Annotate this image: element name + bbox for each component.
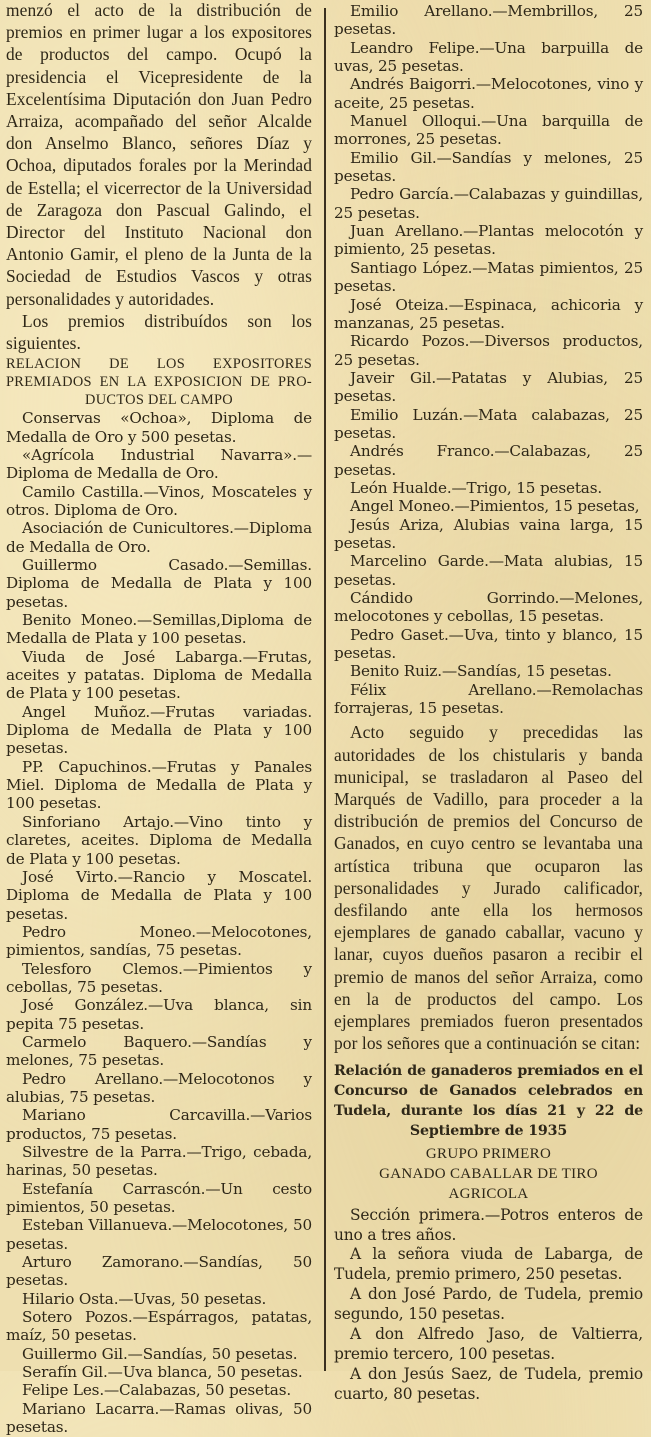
- intro-paragraph: menzó el acto de la distribución de premios en primer lugar a los expositores de productos del campo. Ocupó la presidencia el Vicepresidente de la Excelentísima Diputación don Juan Pedro Arraiza, acompañado del señor Alcalde don Anselmo Blanco, señores Díaz y Ochoa, diputados forales por la Merindad de Estella; el vicerrector de la Universidad de Zaragoza don Pascual Galindo, el Director del Instituto Nacional don Antonio Gamir, el pleno de la Junta de la Sociedad de Estudios Vascos y otras personalidades y autoridades.: [6, 0, 312, 309]
- list-entry: José Virto.—Rancio y Moscatel. Diploma de Medalla de Plata y 100 pesetas.: [6, 867, 312, 923]
- list-entry: José Oteiza.—Espinaca, achicoria y manzanas, 25 pesetas.: [334, 295, 643, 332]
- list-entry: Mariano Lacarra.—Ramas olivas, 50 pesetas.: [6, 1399, 312, 1437]
- list-entry: Sotero Pozos.—Espárragos, patatas, maíz, 50 pesetas.: [6, 1308, 312, 1345]
- section-heading-line: RELACION DE LOS EXPOSITORES PREMIADOS EN LA EXPOSICION DE PRO-: [6, 356, 312, 391]
- left-column: [6, 0, 312, 1437]
- section-description: Sección primera.—Potros enteros de uno a tres años.: [334, 1205, 643, 1244]
- list-entry: Marcelino Garde.—Mata alubias, 15 pesetas.: [334, 552, 643, 589]
- list-entry: Andrés Franco.—Calabazas, 25 pesetas.: [334, 442, 643, 479]
- list-entry: Pedro Gaset.—Uva, tinto y blanco, 15 pesetas.: [334, 625, 643, 663]
- list-entry: A don Alfredo Jaso, de Valtierra, premio tercero, 100 pesetas.: [334, 1325, 643, 1363]
- list-entry: Estefanía Carrascón.—Un cesto pimientos, 50 pesetas.: [6, 1179, 312, 1217]
- list-entry: Manuel Olloqui.—Una barquilla de morrones, 25 pesetas.: [334, 112, 643, 149]
- list-entry: Angel Muñoz.—Frutas variadas. Diploma de Medalla de Plata y 100 pesetas.: [6, 702, 312, 758]
- section-heading-line: DUCTOS DEL CAMPO: [85, 392, 233, 409]
- list-entry: A don José Pardo, de Tudela, premio segundo, 150 pesetas.: [334, 1285, 643, 1324]
- list-entry: Pedro García.—Calabazas y guindillas, 25 pesetas.: [334, 185, 643, 222]
- list-entry: Félix Arellano.—Remolachas forrajeras, 15 pesetas.: [334, 680, 643, 718]
- list-entry: Juan Arellano.—Plantas melocotón y pimiento, 25 pesetas.: [334, 222, 643, 259]
- livestock-heading-line: Relación de ganaderos premiados en el Concurso de Ganados celebrados en Tudela, durante los días 21 y 22 de: [334, 1063, 643, 1120]
- list-entry: Camilo Castilla.—Vinos, Moscateles y otros. Diploma de Oro.: [6, 482, 312, 519]
- list-entry: José González.—Uva blanca, sin pepita 75 pesetas.: [6, 996, 312, 1033]
- list-entry: PP. Capuchinos.—Frutas y Panales Miel. Diploma de Medalla de Plata y 100 pesetas.: [6, 757, 312, 813]
- list-entry: Telesforo Clemos.—Pimientos y cebollas, 75 pesetas.: [6, 959, 312, 996]
- list-entry: Cándido Gorrindo.—Melones, melocotones y cebollas, 15 pesetas.: [334, 589, 643, 626]
- list-entry: Javeir Gil.—Patatas y Alubias, 25 pesetas.: [334, 368, 643, 406]
- list-entry: Esteban Villanueva.—Melocotones, 50 pesetas.: [6, 1216, 312, 1253]
- list-entry: A don Jesús Saez, de Tudela, premio cuarto, 80 pesetas.: [334, 1364, 643, 1403]
- column-rule: [324, 8, 326, 1371]
- list-entry: Pedro Moneo.—Melocotones, pimientos, sandías, 75 pesetas.: [6, 922, 312, 960]
- list-entry: Guillermo Casado.—Semillas. Diploma de Medalla de Plata y 100 pesetas.: [6, 556, 312, 611]
- list-entry: Mariano Carcavilla.—Varios productos, 75 pesetas.: [6, 1106, 312, 1143]
- list-entry: Felipe Les.—Calabazas, 50 pesetas.: [22, 1381, 292, 1400]
- list-entry: A la señora viuda de Labarga, de Tudela, premio primero, 250 pesetas.: [334, 1245, 643, 1284]
- group-title: GRUPO PRIMERO: [425, 1145, 552, 1162]
- livestock-heading-line: Septiembre de 1935: [409, 1122, 568, 1139]
- livestock-heading: [334, 1062, 643, 1141]
- list-entry: Andrés Baigorri.—Melocotones, vino y aceite, 25 pesetas.: [334, 75, 643, 112]
- list-entry: Santiago López.—Matas pimientos, 25 pesetas.: [334, 258, 643, 296]
- list-entry: Angel Moneo.—Pimientos, 15 pesetas,: [350, 497, 640, 516]
- list-entry: Carmelo Baquero.—Sandías y melones, 75 pesetas.: [6, 1032, 312, 1070]
- group-heading: [334, 1144, 643, 1204]
- list-entry: Hilario Osta.—Uvas, 50 pesetas.: [22, 1289, 267, 1308]
- list-entry: Benito Moneo.—Semillas,Diploma de Medalla de Plata y 100 pesetas.: [6, 611, 312, 648]
- intro-text: [6, 0, 312, 354]
- list-entry: Asociación de Cunicultores.—Diploma de Medalla de Oro.: [6, 519, 312, 556]
- list-entry: Emilio Gil.—Sandías y melones, 25 pesetas.: [334, 148, 643, 186]
- list-entry: Silvestre de la Parra.—Trigo, cebada, harinas, 50 pesetas.: [6, 1143, 312, 1180]
- exhibitor-list: [334, 2, 643, 717]
- narrative-paragraph: Acto seguido y precedidas las autoridades de los chistularis y banda municipal, se trasladaron al Paseo del Marqués de Vadillo, para proceder a la distribución de premios del Concurso de Ganados, en cuyo centro se levantaba una artística tribuna que ocuparon las personalidades y Jurado calificador, desfilando ante ella los hermosos ejemplares de ganado caballar, vacuno y lanar, cuyos dueños pasaron a recibir el premio de manos del señor Arraiza, como en la de productos del campo. Los ejemplares premiados fueron presentados por los señores que a continuación se citan:: [334, 722, 643, 1054]
- list-entry: Serafín Gil.—Uva blanca, 50 pesetas.: [22, 1363, 303, 1382]
- list-entry: Guillermo Gil.—Sandías, 50 pesetas.: [22, 1344, 298, 1363]
- right-column: [334, 0, 643, 1405]
- list-entry: Leandro Felipe.—Una barpuilla de uvas, 25 pesetas.: [334, 38, 643, 76]
- list-entry: Sinforiano Artajo.—Vino tinto y claretes, aceites. Diploma de Medalla de Plata y 100 pesetas.: [6, 812, 312, 868]
- list-entry: Emilio Arellano.—Membrillos, 25 pesetas.: [334, 2, 643, 39]
- intro-paragraph: Los premios distribuídos son los siguientes.: [6, 310, 312, 354]
- list-entry: León Hualde.—Trigo, 15 pesetas.: [350, 478, 603, 497]
- group-subtitle: GANADO CABALLAR DE TIRO: [379, 1165, 598, 1182]
- list-entry: Viuda de José Labarga.—Frutas, aceites y patatas. Diploma de Medalla de Plata y 100 pesetas.: [6, 647, 312, 703]
- group-subtitle: AGRICOLA: [448, 1185, 529, 1202]
- awards-list: [334, 1206, 643, 1405]
- narrative-text: [334, 721, 643, 1054]
- section-heading: [6, 355, 312, 409]
- list-entry: Ricardo Pozos.—Diversos productos, 25 pesetas.: [334, 332, 643, 369]
- exhibitor-list: [6, 409, 312, 1436]
- list-entry: Benito Ruiz.—Sandías, 15 pesetas.: [350, 662, 612, 681]
- list-entry: Jesús Ariza, Alubias vaina larga, 15 pesetas.: [334, 515, 643, 552]
- list-entry: Emilio Luzán.—Mata calabazas, 25 pesetas.: [334, 405, 643, 442]
- list-entry: Pedro Arellano.—Melocotonos y alubias, 75 pesetas.: [6, 1069, 312, 1106]
- list-entry: «Agrícola Industrial Navarra».—Diploma de Medalla de Oro.: [6, 445, 312, 483]
- list-entry: Arturo Zamorano.—Sandías, 50 pesetas.: [6, 1253, 312, 1290]
- list-entry: Conservas «Ochoa», Diploma de Medalla de Oro y 500 pesetas.: [6, 409, 312, 446]
